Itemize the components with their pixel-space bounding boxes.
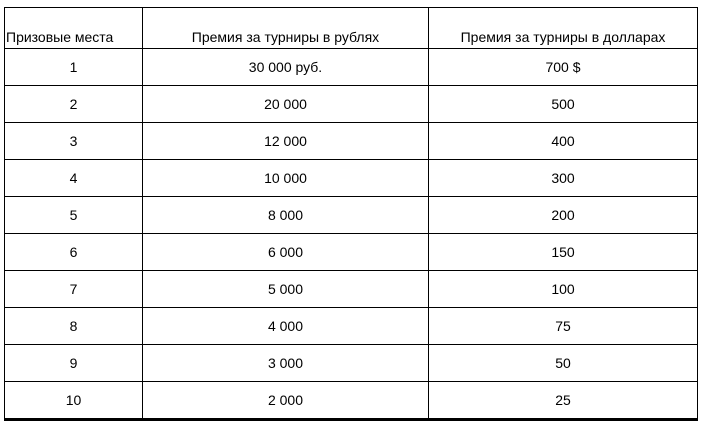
rubles-cell: 5 000 <box>143 271 429 308</box>
place-cell: 3 <box>5 123 143 160</box>
dollars-cell: 500 <box>429 86 698 123</box>
place-cell: 6 <box>5 234 143 271</box>
header-row <box>5 8 698 49</box>
table-row <box>5 234 698 271</box>
table-row <box>5 123 698 160</box>
rubles-cell: 10 000 <box>143 160 429 197</box>
place-cell: 1 <box>5 49 143 86</box>
table-row <box>5 345 698 382</box>
table-header <box>5 8 698 49</box>
header-prize-dollars: Премия за турниры в долларах <box>429 8 698 49</box>
place-cell: 5 <box>5 197 143 234</box>
dollars-cell: 200 <box>429 197 698 234</box>
place-cell: 7 <box>5 271 143 308</box>
dollars-cell: 50 <box>429 345 698 382</box>
dollars-cell: 75 <box>429 308 698 345</box>
dollars-cell: 300 <box>429 160 698 197</box>
table-row <box>5 308 698 345</box>
dollars-cell: 700 $ <box>429 49 698 86</box>
table-row <box>5 197 698 234</box>
table-row <box>5 271 698 308</box>
rubles-cell: 8 000 <box>143 197 429 234</box>
dollars-cell: 150 <box>429 234 698 271</box>
rubles-cell: 2 000 <box>143 382 429 420</box>
place-cell: 8 <box>5 308 143 345</box>
table-body <box>5 49 698 420</box>
place-cell: 10 <box>5 382 143 420</box>
header-prize-rubles: Премия за турниры в рублях <box>143 8 429 49</box>
table-row <box>5 86 698 123</box>
table-row <box>5 160 698 197</box>
place-cell: 4 <box>5 160 143 197</box>
table-row <box>5 382 698 420</box>
place-cell: 9 <box>5 345 143 382</box>
rubles-cell: 12 000 <box>143 123 429 160</box>
rubles-cell: 6 000 <box>143 234 429 271</box>
place-cell: 2 <box>5 86 143 123</box>
table-row <box>5 49 698 86</box>
dollars-cell: 25 <box>429 382 698 420</box>
rubles-cell: 3 000 <box>143 345 429 382</box>
dollars-cell: 100 <box>429 271 698 308</box>
rubles-cell: 4 000 <box>143 308 429 345</box>
rubles-cell: 20 000 <box>143 86 429 123</box>
dollars-cell: 400 <box>429 123 698 160</box>
prize-table <box>4 7 698 421</box>
rubles-cell: 30 000 руб. <box>143 49 429 86</box>
header-prize-places: Призовые места <box>5 8 143 49</box>
